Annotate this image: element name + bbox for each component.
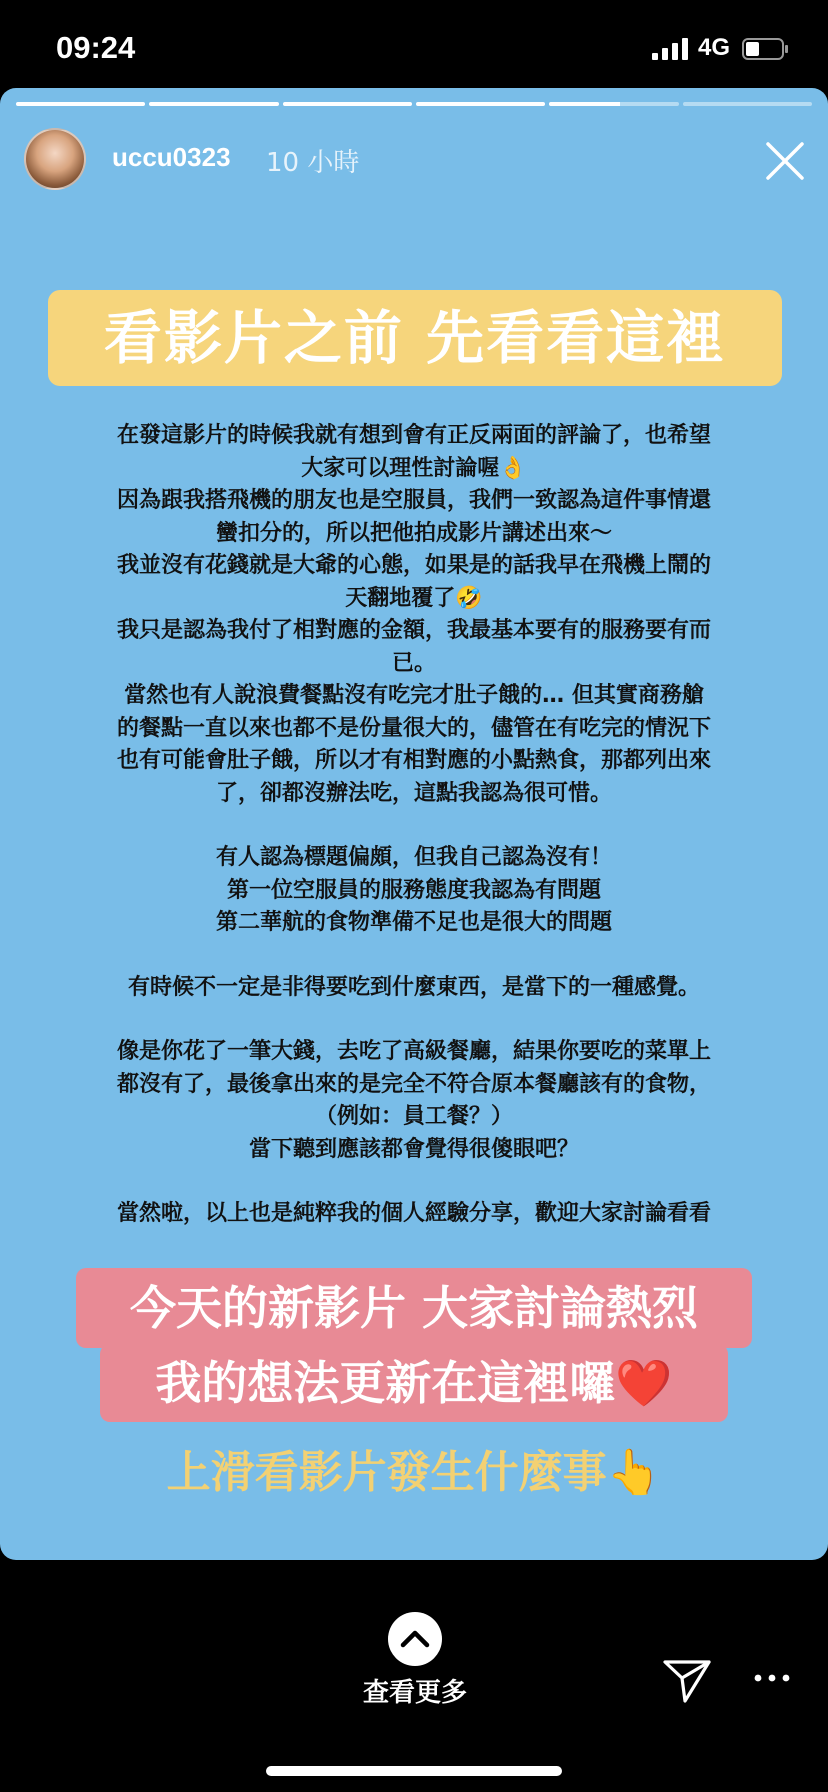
body-line: 蠻扣分的，所以把他拍成影片講述出來～	[215, 520, 612, 546]
body-line: 有人認為標題偏頗，但我自己認為沒有！	[215, 845, 612, 870]
progress-fill	[549, 102, 620, 106]
story-body-text	[64, 420, 764, 1231]
body-line: 第一位空服員的服務態度我認為有問題	[226, 877, 601, 903]
progress-segment	[16, 102, 145, 106]
send-icon[interactable]	[662, 1658, 712, 1704]
body-line: 我並沒有花錢就是大爺的心態，如果是的話我早在飛機上鬧的	[116, 553, 711, 578]
body-line: （例如：員工餐？）	[314, 1104, 513, 1129]
progress-segment	[283, 102, 412, 106]
close-icon[interactable]	[760, 136, 810, 186]
story-card[interactable]	[0, 88, 828, 1560]
body-line: 第二華航的食物準備不足也是很大的問題	[215, 910, 612, 935]
status-bar	[0, 0, 828, 90]
home-indicator[interactable]	[266, 1766, 562, 1776]
body-line: 天翻地覆了🤣	[345, 585, 483, 611]
progress-fill	[283, 102, 412, 106]
body-line: 都沒有了，最後拿出來的是完全不符合原本餐廳該有的食物，	[116, 1071, 711, 1097]
progress-segment	[416, 102, 545, 106]
progress-fill	[149, 102, 278, 106]
see-more-button[interactable]	[388, 1612, 442, 1666]
body-line: 大家可以理性討論喔👌	[301, 455, 527, 481]
network-type: 4G	[698, 34, 731, 61]
paragraph-gap	[64, 940, 764, 972]
body-line: 在發這影片的時候我就有想到會有正反兩面的評論了，也希望	[116, 423, 711, 448]
body-line: 我只是認為我付了相對應的金額，我最基本要有的服務要有而	[116, 618, 711, 643]
body-line: 有時候不一定是非得要吃到什麼東西，是當下的一種感覺。	[127, 974, 700, 1000]
banner-update-line2: 我的想法更新在這裡囉❤️	[155, 1356, 673, 1410]
story-header	[0, 120, 828, 190]
paragraph-gap	[64, 810, 764, 842]
banner-update-line1: 今天的新影片 大家討論熱烈	[129, 1281, 698, 1335]
username[interactable]: uccu0323	[112, 142, 231, 172]
status-time: 09:24	[56, 30, 136, 65]
progress-segment	[683, 102, 812, 106]
paragraph-gap	[64, 1004, 764, 1036]
body-line: 也有可能會肚子餓，所以才有相對應的小點熱食，那都列出來	[116, 748, 711, 773]
battery-icon	[742, 38, 790, 60]
progress-fill	[16, 102, 145, 106]
more-options-icon[interactable]	[752, 1668, 792, 1688]
story-footer	[0, 1560, 828, 1792]
body-line: 了，卻都沒辦法吃，這點我認為很可惜。	[215, 780, 612, 806]
body-line: 已。	[391, 650, 436, 676]
avatar[interactable]	[24, 128, 86, 190]
body-line: 當然啦，以上也是純粹我的個人經驗分享，歡迎大家討論看看	[116, 1201, 711, 1226]
see-more-label[interactable]: 查看更多	[362, 1678, 467, 1708]
progress-segment	[549, 102, 678, 106]
swipe-up-hint: 上滑看影片發生什麼事👆	[166, 1447, 662, 1498]
signal-icon	[652, 38, 692, 60]
body-line: 當下聽到應該都會覺得很傻眼吧？	[248, 1136, 579, 1162]
body-line: 的餐點一直以來也都不是份量很大的，儘管在有吃完的情況下	[116, 715, 711, 741]
paragraph-gap	[64, 1166, 764, 1198]
chevron-up-icon	[388, 1612, 442, 1666]
banner-title: 看影片之前 先看看這裡	[103, 304, 727, 372]
body-line: 當然也有人說浪費餐點沒有吃完才肚子餓的… 但其實商務艙	[124, 683, 704, 708]
body-line: 像是你花了一筆大錢，去吃了高級餐廳，結果你要吃的菜單上	[116, 1039, 711, 1064]
story-progress	[16, 102, 812, 106]
post-time: 10 小時	[266, 148, 360, 178]
body-line: 因為跟我搭飛機的朋友也是空服員，我們一致認為這件事情還	[116, 488, 711, 513]
progress-segment	[149, 102, 278, 106]
progress-fill	[416, 102, 545, 106]
